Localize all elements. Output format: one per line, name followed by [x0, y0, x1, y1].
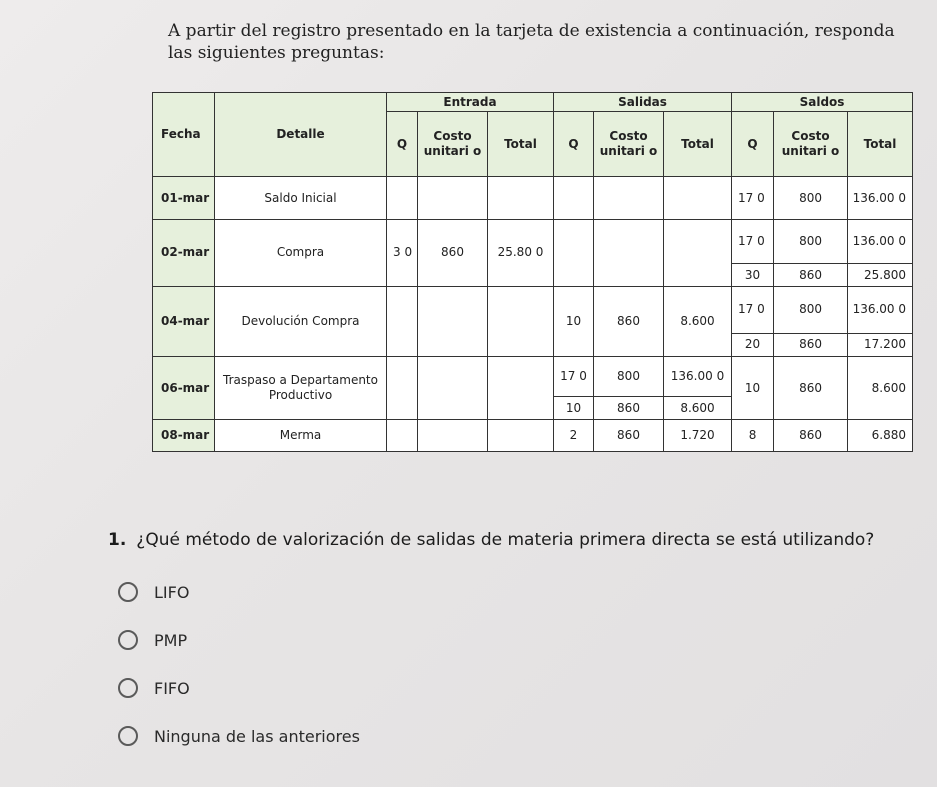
cell-fecha: 04-mar [153, 287, 215, 357]
cell-salidas-q: 2 [554, 420, 594, 452]
radio-button[interactable] [118, 726, 138, 746]
cell-saldos-total: 6.880 [848, 420, 913, 452]
question-title [108, 530, 908, 550]
cell-salidas-total: 8.600 [664, 397, 732, 420]
cell-salidas-total: 8.600 [664, 287, 732, 357]
question-text: ¿Qué método de valorización de salidas de materia primera directa se está utilizando? [136, 530, 875, 550]
header-salidas-q: Q [554, 112, 594, 177]
header-entrada-total: Total [488, 112, 554, 177]
cell-salidas-q [554, 219, 594, 287]
header-entrada: Entrada [387, 93, 554, 112]
intro-text: A partir del registro presentado en la tarjeta de existencia a continuación, responda las siguientes preguntas: [168, 21, 895, 63]
cell-saldos-cu: 800 [774, 287, 848, 333]
cell-entrada-total [488, 177, 554, 219]
cell-salidas-cu: 860 [594, 287, 664, 357]
cell-saldos-q: 17 0 [732, 177, 774, 219]
question-block [108, 530, 908, 746]
cell-saldos-q: 20 [732, 333, 774, 356]
cell-salidas-q: 17 0 [554, 356, 594, 396]
cell-entrada-q [387, 177, 418, 219]
cell-fecha: 02-mar [153, 219, 215, 287]
cell-salidas-cu [594, 177, 664, 219]
cell-entrada-total [488, 420, 554, 452]
header-salidas-costo: Costo unitari o [594, 112, 664, 177]
cell-detalle: Compra [215, 219, 387, 287]
cell-salidas-q [554, 177, 594, 219]
header-salidas-total: Total [664, 112, 732, 177]
cell-entrada-cu [418, 420, 488, 452]
cell-entrada-q [387, 287, 418, 357]
header-saldos-costo: Costo unitari o [774, 112, 848, 177]
cell-entrada-cu [418, 177, 488, 219]
header-entrada-q: Q [387, 112, 418, 177]
cell-saldos-total: 136.00 0 [848, 177, 913, 219]
cell-salidas-q: 10 [554, 287, 594, 357]
cell-salidas-cu [594, 219, 664, 287]
cell-saldos-total: 136.00 0 [848, 219, 913, 263]
cell-saldos-cu: 800 [774, 219, 848, 263]
cell-saldos-q: 17 0 [732, 219, 774, 263]
cell-entrada-total: 25.80 0 [488, 219, 554, 287]
cell-salidas-total [664, 219, 732, 287]
option-pmp[interactable] [118, 628, 360, 652]
cell-detalle: Traspaso a Departamento Productivo [215, 356, 387, 419]
cell-saldos-total: 17.200 [848, 333, 913, 356]
cell-saldos-q: 30 [732, 264, 774, 287]
option-lifo[interactable] [118, 580, 360, 604]
cell-entrada-q: 3 0 [387, 219, 418, 287]
cell-salidas-q: 10 [554, 397, 594, 420]
cell-saldos-total: 8.600 [848, 356, 913, 419]
inventory-card-sheet [152, 92, 912, 452]
cell-fecha: 06-mar [153, 356, 215, 419]
cell-fecha: 08-mar [153, 420, 215, 452]
radio-button[interactable] [118, 630, 138, 650]
cell-saldos-q: 10 [732, 356, 774, 419]
inventory-card-table [152, 92, 913, 452]
cell-saldos-cu: 800 [774, 177, 848, 219]
header-fecha: Fecha [153, 93, 215, 177]
cell-saldos-q: 17 0 [732, 287, 774, 333]
cell-detalle: Saldo Inicial [215, 177, 387, 219]
option-fifo[interactable] [118, 676, 360, 700]
question-number: 1. [108, 530, 127, 550]
cell-saldos-cu: 860 [774, 264, 848, 287]
cell-entrada-total [488, 287, 554, 357]
header-saldos-total: Total [848, 112, 913, 177]
header-entrada-costo: Costo unitari o [418, 112, 488, 177]
cell-salidas-cu: 860 [594, 420, 664, 452]
header-detalle: Detalle [215, 93, 387, 177]
cell-saldos-cu: 860 [774, 356, 848, 419]
cell-entrada-total [488, 356, 554, 419]
cell-entrada-q [387, 356, 418, 419]
radio-button[interactable] [118, 582, 138, 602]
header-saldos-q: Q [732, 112, 774, 177]
option-ninguna[interactable] [118, 724, 360, 748]
option-label: PMP [154, 630, 188, 650]
radio-button[interactable] [118, 678, 138, 698]
cell-saldos-cu: 860 [774, 333, 848, 356]
cell-detalle: Merma [215, 420, 387, 452]
cell-saldos-total: 136.00 0 [848, 287, 913, 333]
header-salidas: Salidas [554, 93, 732, 112]
cell-detalle: Devolución Compra [215, 287, 387, 357]
cell-entrada-cu [418, 356, 488, 419]
cell-salidas-cu: 800 [594, 356, 664, 396]
header-saldos: Saldos [732, 93, 913, 112]
cell-entrada-q [387, 420, 418, 452]
answer-options [118, 580, 360, 772]
cell-entrada-cu: 860 [418, 219, 488, 287]
cell-salidas-total: 136.00 0 [664, 356, 732, 396]
cell-entrada-cu [418, 287, 488, 357]
cell-fecha: 01-mar [153, 177, 215, 219]
option-label: Ninguna de las anteriores [154, 726, 360, 746]
cell-saldos-total: 25.800 [848, 264, 913, 287]
option-label: FIFO [154, 678, 190, 698]
cell-saldos-cu: 860 [774, 420, 848, 452]
cell-salidas-cu: 860 [594, 397, 664, 420]
cell-salidas-total: 1.720 [664, 420, 732, 452]
cell-saldos-q: 8 [732, 420, 774, 452]
cell-salidas-total [664, 177, 732, 219]
option-label: LIFO [154, 582, 190, 602]
